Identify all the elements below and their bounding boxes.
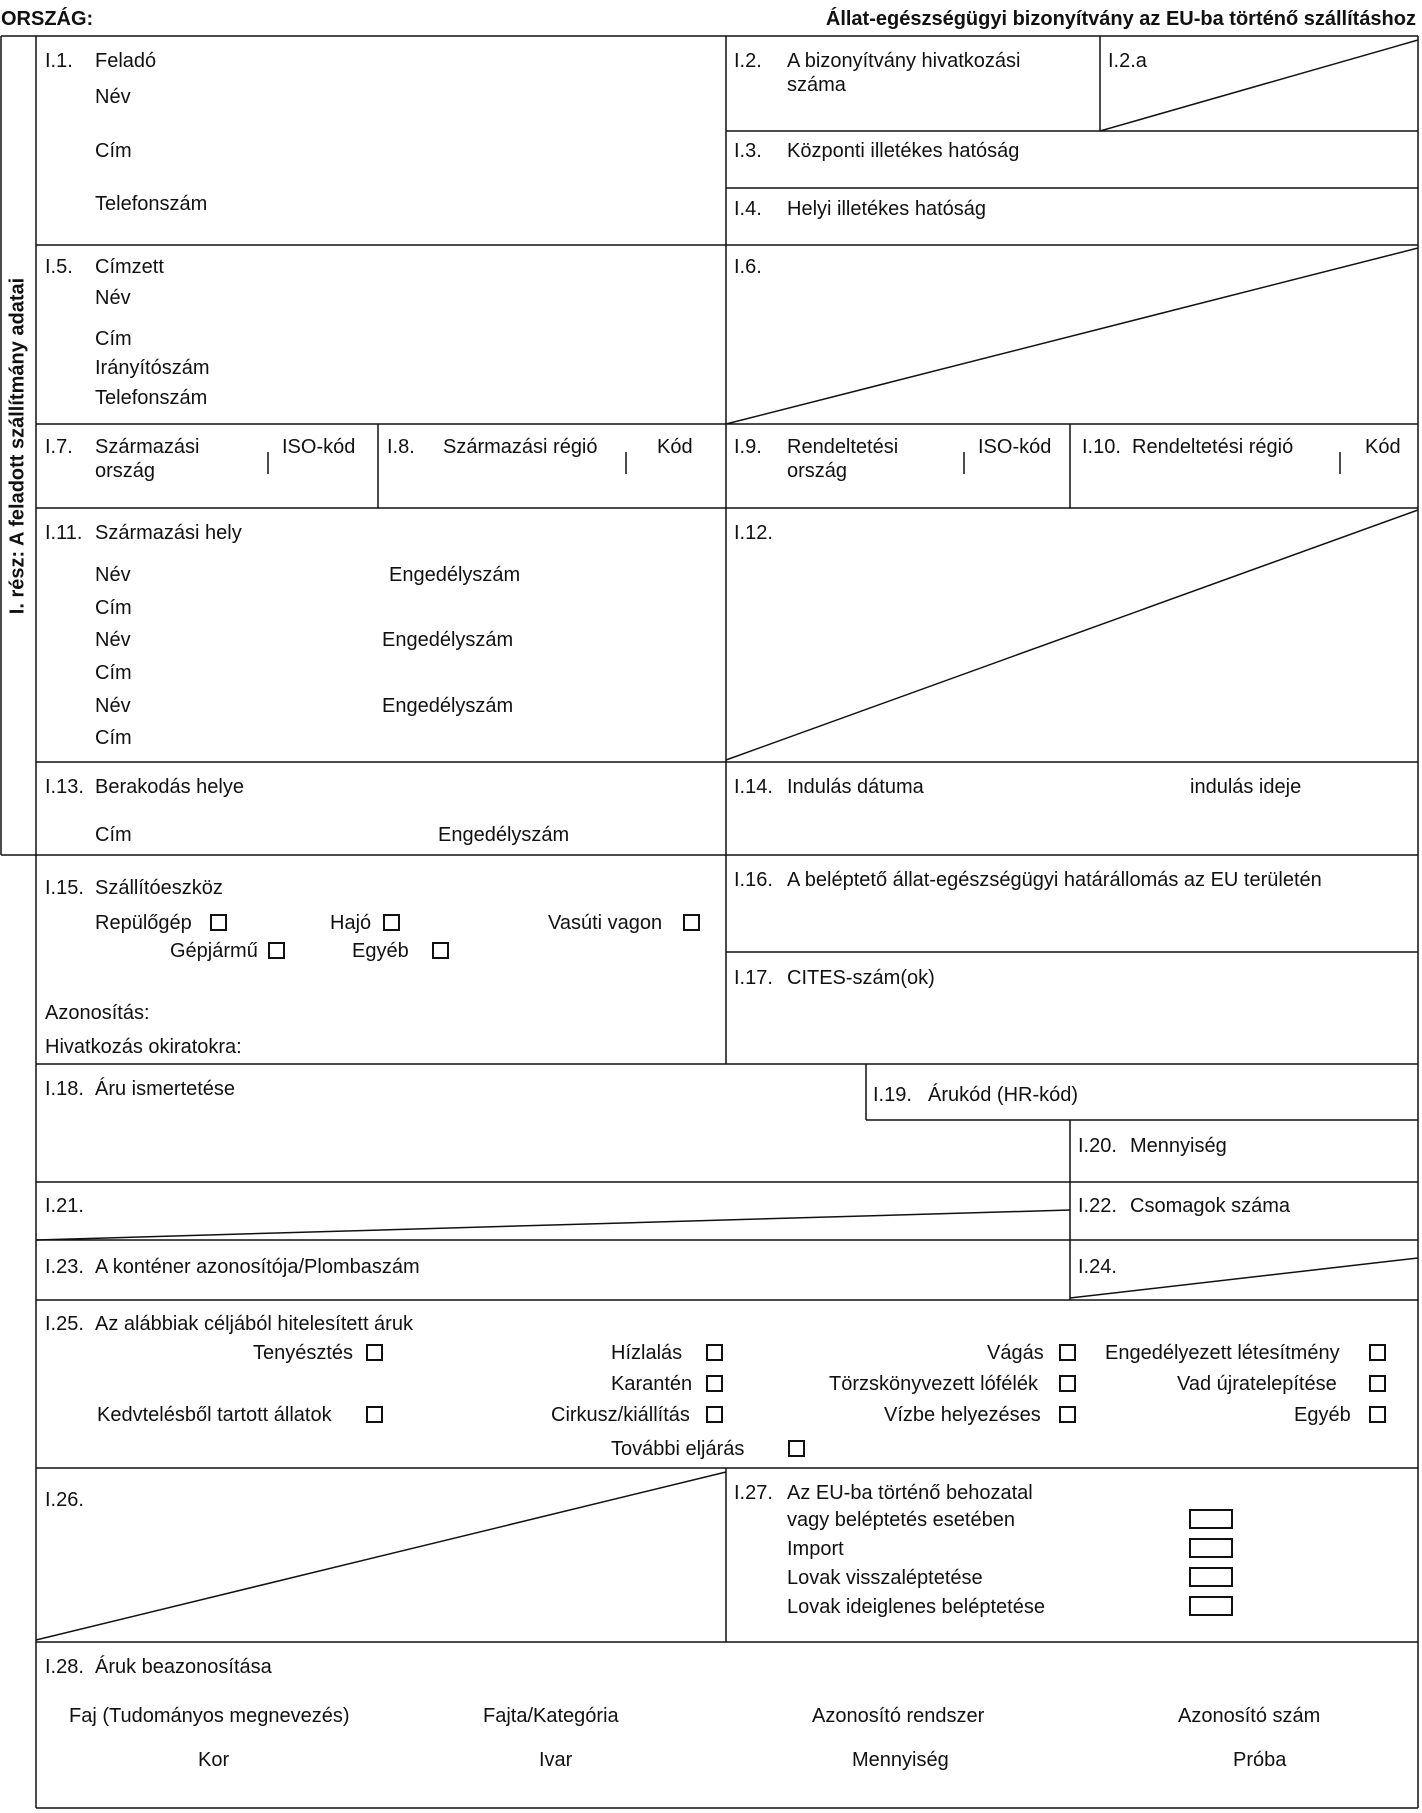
box-i9-iso-code[interactable]: ISO-kód <box>978 436 1052 458</box>
entry-readmission-checkbox[interactable] <box>1189 1567 1233 1587</box>
box-i1-title: Feladó <box>95 50 157 72</box>
box-i11-approval-2[interactable]: Engedélyszám <box>382 629 514 651</box>
purpose-restocking-checkbox[interactable] <box>1369 1375 1386 1392</box>
box-i1-phone-field[interactable]: Telefonszám <box>95 193 208 215</box>
purpose-registered-equidae-checkbox[interactable] <box>1059 1375 1076 1392</box>
box-i9-title-line1: Rendeltetési <box>787 436 899 458</box>
purpose-slaughter-label: Vágás <box>987 1342 1044 1364</box>
box-i26-number: I.26. <box>45 1489 84 1511</box>
purpose-slaughter-checkbox[interactable] <box>1059 1344 1076 1361</box>
box-i15-title: Szállítóeszköz <box>95 877 223 899</box>
column-sex: Ivar <box>539 1749 573 1771</box>
purpose-other-label: Egyéb <box>1294 1404 1351 1426</box>
box-i11-approval-3[interactable]: Engedélyszám <box>382 695 514 717</box>
box-i1-address-field[interactable]: Cím <box>95 140 132 162</box>
purpose-circus-checkbox[interactable] <box>706 1406 723 1423</box>
purpose-quarantine-checkbox[interactable] <box>706 1375 723 1392</box>
column-age: Kor <box>198 1749 230 1771</box>
box-i27-line2: vagy beléptetés esetében <box>787 1509 1015 1531</box>
entry-import-label: Import <box>787 1538 844 1560</box>
box-i6-number: I.6. <box>734 256 762 278</box>
box-i7-title-line2: ország <box>95 460 156 482</box>
purpose-release-water-label: Vízbe helyezéses <box>884 1404 1041 1426</box>
box-i11-title: Származási hely <box>95 522 242 544</box>
option-other-transport-checkbox[interactable] <box>432 942 449 959</box>
entry-general-checkbox[interactable] <box>1189 1509 1233 1529</box>
box-i1-name-field[interactable]: Név <box>95 86 131 108</box>
box-i7-iso-code[interactable]: ISO-kód <box>282 436 356 458</box>
option-plane-checkbox[interactable] <box>210 914 227 931</box>
box-i14-number: I.14. <box>734 776 773 798</box>
box-i4-title[interactable]: Helyi illetékes hatóság <box>787 198 986 220</box>
box-i5-name-field[interactable]: Név <box>95 287 131 309</box>
purpose-further-process-checkbox[interactable] <box>788 1440 805 1457</box>
box-i27-number: I.27. <box>734 1482 773 1504</box>
box-i13-title: Berakodás helye <box>95 776 244 798</box>
option-plane-label: Repülőgép <box>95 912 192 934</box>
box-i11-number: I.11. <box>45 522 83 544</box>
box-i27-line1: Az EU-ba történő behozatal <box>787 1482 1033 1504</box>
box-i12-number: I.12. <box>734 522 773 544</box>
box-i13-approval-field[interactable]: Engedélyszám <box>438 824 570 846</box>
certificate-title: Állat-egészségügyi bizonyítvány az EU-ba történő szállításhoz <box>825 8 1416 30</box>
box-i5-phone-field[interactable]: Telefonszám <box>95 387 208 409</box>
box-i1-number: I.1. <box>45 50 73 72</box>
entry-temporary-checkbox[interactable] <box>1189 1596 1233 1616</box>
sidebar-label: I. rész: A feladott szállítmány adatai <box>6 277 29 615</box>
box-i9-number: I.9. <box>734 436 762 458</box>
entry-import-checkbox[interactable] <box>1189 1538 1233 1558</box>
box-i13-address-field[interactable]: Cím <box>95 824 132 846</box>
box-i24-number: I.24. <box>1078 1256 1117 1278</box>
purpose-other-checkbox[interactable] <box>1369 1406 1386 1423</box>
box-i14-date-field[interactable]: Indulás dátuma <box>787 776 924 798</box>
box-i18-number: I.18. <box>45 1078 84 1100</box>
box-i4-number: I.4. <box>734 198 762 220</box>
box-i11-address-1[interactable]: Cím <box>95 597 132 619</box>
box-i20-number: I.20. <box>1078 1135 1117 1157</box>
box-i23-title[interactable]: A konténer azonosítója/Plombaszám <box>95 1256 420 1278</box>
column-quantity: Mennyiség <box>852 1749 949 1771</box>
box-i15-number: I.15. <box>45 877 84 899</box>
box-i7-title-line1: Származási <box>95 436 200 458</box>
box-i28-number: I.28. <box>45 1656 84 1678</box>
box-i23-number: I.23. <box>45 1256 84 1278</box>
box-i18-title[interactable]: Áru ismertetése <box>95 1078 236 1100</box>
box-i5-title: Címzett <box>95 256 164 278</box>
box-i11-approval-1[interactable]: Engedélyszám <box>389 564 521 586</box>
purpose-approved-body-checkbox[interactable] <box>1369 1344 1386 1361</box>
purpose-fattening-label: Hízlalás <box>611 1342 683 1364</box>
part-one-sidebar <box>0 36 36 856</box>
box-i25-number: I.25. <box>45 1313 84 1335</box>
box-i5-address-field[interactable]: Cím <box>95 328 132 350</box>
box-i10-code[interactable]: Kód <box>1365 436 1401 458</box>
box-i3-number: I.3. <box>734 140 762 162</box>
box-i19-title[interactable]: Árukód (HR-kód) <box>928 1084 1079 1106</box>
box-i8-code[interactable]: Kód <box>657 436 693 458</box>
box-i11-name-3[interactable]: Név <box>95 695 131 717</box>
box-i5-postcode-field[interactable]: Irányítószám <box>95 357 210 379</box>
purpose-approved-body-label: Engedélyezett létesítmény <box>1105 1342 1340 1364</box>
purpose-breeding-checkbox[interactable] <box>366 1344 383 1361</box>
box-i11-name-1[interactable]: Név <box>95 564 131 586</box>
box-i11-address-3[interactable]: Cím <box>95 727 132 749</box>
box-i10-number: I.10. <box>1082 436 1121 458</box>
box-i22-number: I.22. <box>1078 1195 1117 1217</box>
column-species: Faj (Tudományos megnevezés) <box>69 1705 350 1727</box>
box-i25-title: Az alábbiak céljából hitelesített áruk <box>95 1313 413 1335</box>
box-i14-time-field[interactable]: indulás ideje <box>1190 776 1302 798</box>
box-i11-name-2[interactable]: Név <box>95 629 131 651</box>
box-i2a-number: I.2.a <box>1108 50 1147 72</box>
purpose-pets-label: Kedvtelésből tartott állatok <box>97 1404 332 1426</box>
documents-reference-field[interactable]: Hivatkozás okiratokra: <box>45 1036 242 1058</box>
country-label: ORSZÁG: <box>1 8 94 30</box>
box-i16-title[interactable]: A beléptető állat-egészségügyi határállomás az EU területén <box>787 869 1322 891</box>
box-i28-title: Áruk beazonosítása <box>95 1656 272 1678</box>
box-i20-title[interactable]: Mennyiség <box>1130 1135 1227 1157</box>
box-i5-number: I.5. <box>45 256 73 278</box>
purpose-circus-label: Cirkusz/kiállítás <box>551 1404 690 1426</box>
box-i10-title: Rendeltetési régió <box>1132 436 1294 458</box>
box-i19-number: I.19. <box>873 1084 912 1106</box>
box-i22-title[interactable]: Csomagok száma <box>1130 1195 1291 1217</box>
entry-temporary-label: Lovak ideiglenes beléptetése <box>787 1596 1045 1618</box>
purpose-further-process-label: További eljárás <box>611 1438 745 1460</box>
box-i2-title-line2[interactable]: száma <box>787 74 846 96</box>
purpose-registered-equidae-label: Törzskönyvezett lófélék <box>829 1373 1038 1395</box>
box-i21-number: I.21. <box>45 1195 84 1217</box>
box-i17-title[interactable]: CITES-szám(ok) <box>787 967 935 989</box>
option-ship-label: Hajó <box>330 912 372 934</box>
column-id-system: Azonosító rendszer <box>812 1705 985 1727</box>
purpose-breeding-label: Tenyésztés <box>253 1342 354 1364</box>
box-i7-number: I.7. <box>45 436 73 458</box>
purpose-release-water-checkbox[interactable] <box>1059 1406 1076 1423</box>
box-i8-number: I.8. <box>387 436 415 458</box>
box-i13-number: I.13. <box>45 776 84 798</box>
identification-field[interactable]: Azonosítás: <box>45 1002 150 1024</box>
box-i3-title[interactable]: Központi illetékes hatóság <box>787 140 1020 162</box>
box-i2-number: I.2. <box>734 50 762 72</box>
purpose-pets-checkbox[interactable] <box>366 1406 383 1423</box>
option-ship-checkbox[interactable] <box>383 914 400 931</box>
option-rail-label: Vasúti vagon <box>548 912 663 934</box>
entry-readmission-label: Lovak visszaléptetése <box>787 1567 983 1589</box>
column-test: Próba <box>1233 1749 1287 1771</box>
option-vehicle-label: Gépjármű <box>170 940 258 962</box>
box-i2-title-line1: A bizonyítvány hivatkozási <box>787 50 1021 72</box>
box-i8-title: Származási régió <box>443 436 598 458</box>
purpose-restocking-label: Vad újratelepítése <box>1177 1373 1337 1395</box>
box-i17-number: I.17. <box>734 967 773 989</box>
column-id-number: Azonosító szám <box>1178 1705 1321 1727</box>
purpose-quarantine-label: Karantén <box>611 1373 693 1395</box>
option-rail-checkbox[interactable] <box>683 914 700 931</box>
box-i11-address-2[interactable]: Cím <box>95 662 132 684</box>
purpose-fattening-checkbox[interactable] <box>706 1344 723 1361</box>
option-vehicle-checkbox[interactable] <box>268 942 285 959</box>
column-breed: Fajta/Kategória <box>483 1705 619 1727</box>
option-other-transport-label: Egyéb <box>352 940 409 962</box>
box-i16-number: I.16. <box>734 869 773 891</box>
box-i9-title-line2: ország <box>787 460 848 482</box>
